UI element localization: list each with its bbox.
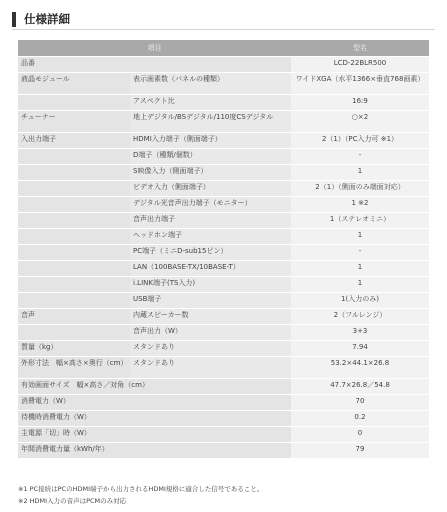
table-row xyxy=(18,293,429,309)
table-row xyxy=(18,379,429,395)
row-value: 7.94 xyxy=(291,341,429,357)
row-label xyxy=(18,261,130,277)
row-value: - xyxy=(291,245,429,261)
row-value: 1 xyxy=(291,229,429,245)
header-model: 型名 xyxy=(291,40,429,57)
row-sublabel: LAN（100BASE-TX/10BASE-T） xyxy=(130,261,291,277)
row-value: 2（フルレンジ） xyxy=(291,309,429,325)
spec-table-body xyxy=(18,57,429,459)
row-value: 1（ステレオミニ） xyxy=(291,213,429,229)
row-label xyxy=(18,197,130,213)
row-label xyxy=(18,325,130,341)
row-value: 16:9 xyxy=(291,95,429,111)
table-row xyxy=(18,357,429,379)
row-label: 主電源「切」時（W） xyxy=(18,427,291,443)
row-sublabel: USB端子 xyxy=(130,293,291,309)
row-label xyxy=(18,149,130,165)
row-value: ○×2 xyxy=(291,111,429,133)
page-title: 仕様詳細 xyxy=(24,12,70,26)
row-label xyxy=(18,277,130,293)
row-label xyxy=(18,245,130,261)
row-sublabel: アスペクト比 xyxy=(130,95,291,111)
row-label: 質量（kg） xyxy=(18,341,130,357)
row-sublabel: 内蔵スピーカー数 xyxy=(130,309,291,325)
table-row xyxy=(18,245,429,261)
row-value: 3+3 xyxy=(291,325,429,341)
row-value: 53.2×44.1×26.8 xyxy=(291,357,429,379)
row-sublabel: ヘッドホン端子 xyxy=(130,229,291,245)
table-row xyxy=(18,57,429,73)
row-value: ワイドXGA（水平1366×垂直768画素） xyxy=(291,73,429,95)
row-sublabel: HDMI入力端子（側面端子） xyxy=(130,133,291,149)
row-label xyxy=(18,213,130,229)
row-sublabel: ビデオ入力（側面端子） xyxy=(130,181,291,197)
table-row xyxy=(18,411,429,427)
footnote-2: ※2 HDMI入力の音声はPCMのみ対応 xyxy=(18,497,127,505)
row-value: 1 xyxy=(291,165,429,181)
row-sublabel: 音声出力（W） xyxy=(130,325,291,341)
row-value: 47.7×26.8／54.8 xyxy=(291,379,429,395)
table-row xyxy=(18,443,429,459)
row-label: 消費電力（W） xyxy=(18,395,291,411)
row-value: 1 ※2 xyxy=(291,197,429,213)
row-label: 入出力端子 xyxy=(18,133,130,149)
table-row xyxy=(18,229,429,245)
row-label xyxy=(18,229,130,245)
row-value: 0.2 xyxy=(291,411,429,427)
row-value: - xyxy=(291,149,429,165)
row-label xyxy=(18,293,130,309)
row-sublabel: デジタル光音声出力端子（モニター） xyxy=(130,197,291,213)
row-label xyxy=(18,181,130,197)
row-sublabel: 地上デジタル/BSデジタル/110度CSデジタル xyxy=(130,111,291,133)
footnote-1: ※1 PC接続はPCのHDMI端子から出力されるHDMI規格に適合した信号であること。 xyxy=(18,485,264,493)
row-label: チューナー xyxy=(18,111,130,133)
table-row xyxy=(18,111,429,133)
table-row xyxy=(18,73,429,95)
row-value: 1(入力のみ) xyxy=(291,293,429,309)
table-row xyxy=(18,277,429,293)
row-sublabel: S映像入力（側面端子） xyxy=(130,165,291,181)
table-row xyxy=(18,165,429,181)
row-label: 液晶モジュール xyxy=(18,73,130,95)
header-item: 項目 xyxy=(18,40,291,57)
table-row xyxy=(18,133,429,149)
table-row xyxy=(18,261,429,277)
row-label: 外形寸法 幅×高さ×奥行（cm） xyxy=(18,357,130,379)
row-label xyxy=(18,165,130,181)
row-value: LCD-22BLR500 xyxy=(291,57,429,73)
row-sublabel: i.LINK端子(TS入力) xyxy=(130,277,291,293)
row-label: 有効画面サイズ 幅×高さ／対角（cm） xyxy=(18,379,291,395)
table-row xyxy=(18,427,429,443)
table-row xyxy=(18,213,429,229)
row-sublabel: 表示画素数（パネルの種類） xyxy=(130,73,291,95)
table-row xyxy=(18,325,429,341)
table-row xyxy=(18,95,429,111)
table-row xyxy=(18,341,429,357)
row-sublabel: D端子（種類/個数） xyxy=(130,149,291,165)
row-value: 2（1）（PC入力可 ※1） xyxy=(291,133,429,149)
table-row xyxy=(18,395,429,411)
row-value: 2（1）（側面のみ端面対応） xyxy=(291,181,429,197)
row-sublabel: 音声出力端子 xyxy=(130,213,291,229)
table-header-row xyxy=(18,40,429,57)
spec-table xyxy=(18,40,429,459)
title-accent-bar xyxy=(12,12,16,27)
table-row xyxy=(18,181,429,197)
row-value: 1 xyxy=(291,261,429,277)
row-value: 1 xyxy=(291,277,429,293)
row-value: 70 xyxy=(291,395,429,411)
row-label: 品番 xyxy=(18,57,291,73)
row-sublabel: スタンドあり xyxy=(130,341,291,357)
row-label xyxy=(18,95,130,111)
row-label: 年間消費電力量（kWh/年） xyxy=(18,443,291,459)
table-row xyxy=(18,309,429,325)
row-label: 待機時消費電力（W） xyxy=(18,411,291,427)
row-value: 79 xyxy=(291,443,429,459)
table-row xyxy=(18,197,429,213)
table-row xyxy=(18,149,429,165)
row-value: 0 xyxy=(291,427,429,443)
row-label: 音声 xyxy=(18,309,130,325)
row-sublabel: スタンドあり xyxy=(130,357,291,379)
section-title xyxy=(12,8,435,30)
row-sublabel: PC端子（ミニD-sub15ピン） xyxy=(130,245,291,261)
